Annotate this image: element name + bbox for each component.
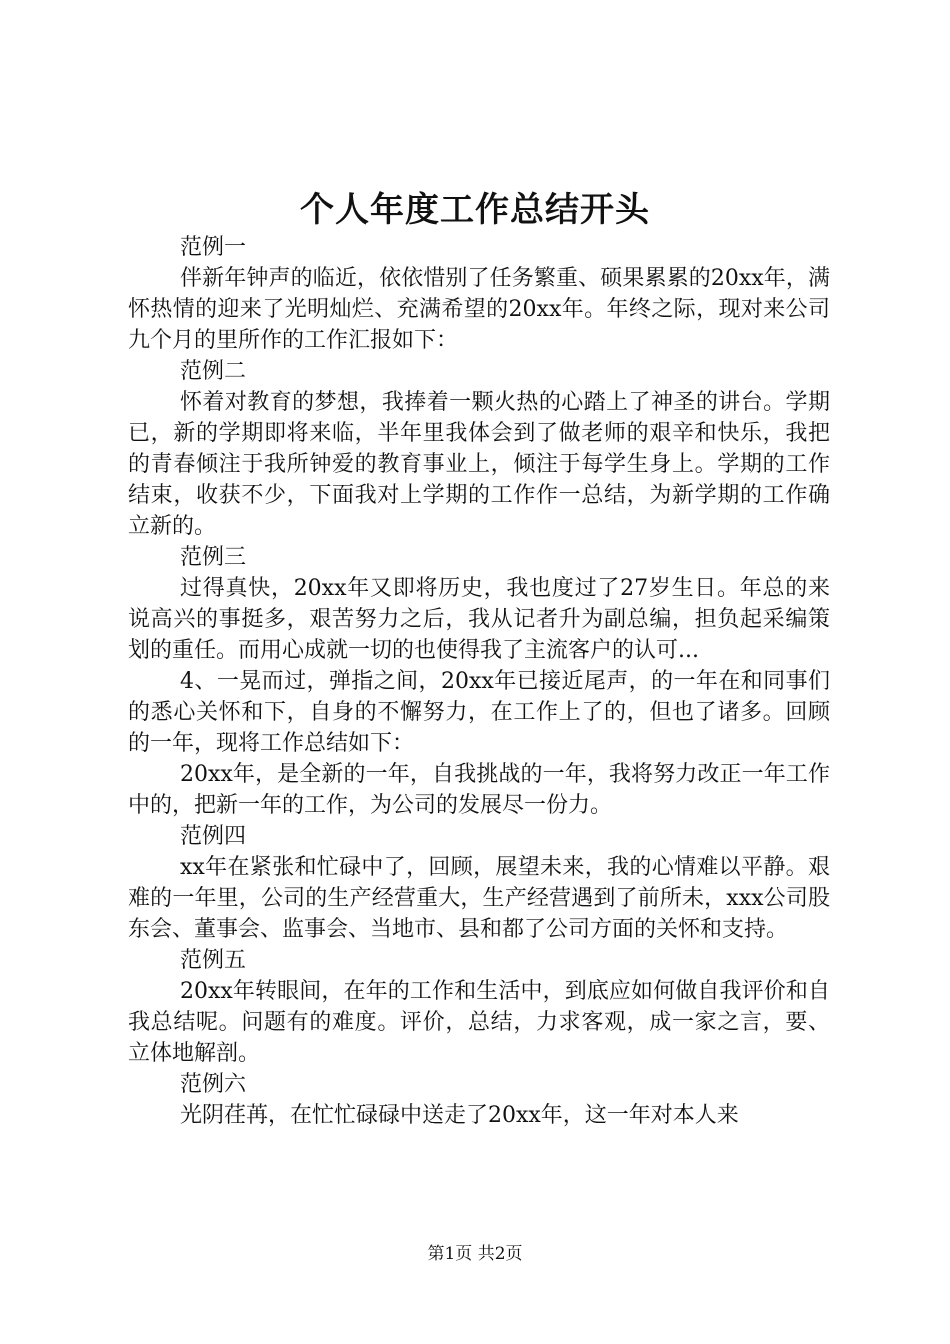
paragraph: 怀着对教育的梦想，我捧着一颗火热的心踏上了神圣的讲台。学期已，新的学期即将来临，半年里我体会到了做老师的艰辛和快乐，我把的青春倾注于我所钟爱的教育事业上，倾注于每学生身上。学期的工作结束，收获不少，下面我对上学期的工作作一总结，为新学期的工作确立新的。 xyxy=(128,390,830,539)
paragraph: 范例四 xyxy=(180,824,247,849)
page-footer: 第1页 共2页 xyxy=(427,1244,523,1264)
paragraph: 20xx年转眼间，在年的工作和生活中，到底应如何做自我评价和自我总结呢。问题有的难度。评价，总结，力求客观，成一家之言，要、立体地解剖。 xyxy=(128,979,830,1066)
paragraph: 范例一 xyxy=(180,235,247,260)
paragraph: 过得真快，20xx年又即将历史，我也度过了27岁生日。年总的来说高兴的事挺多，艰苦努力之后，我从记者升为副总编，担负起采编策划的重任。而用心成就一切的也使得我了主流客户的认可... xyxy=(128,576,830,663)
paragraph: xx年在紧张和忙碌中了，回顾，展望未来，我的心情难以平静。艰难的一年里，公司的生产经营重大，生产经营遇到了前所未，xxx公司股东会、董事会、监事会、当地市、县和都了公司方面的关怀和支持。 xyxy=(128,855,830,942)
paragraph: 伴新年钟声的临近，依依惜别了任务繁重、硕果累累的20xx年，满怀热情的迎来了光明灿烂、充满希望的20xx年。年终之际，现对来公司九个月的里所作的工作汇报如下： xyxy=(128,266,830,353)
paragraph: 4、一晃而过，弹指之间，20xx年已接近尾声，的一年在和同事们的悉心关怀和下，自身的不懈努力，在工作上了的，但也了诸多。回顾的一年，现将工作总结如下： xyxy=(128,669,830,756)
document-body xyxy=(128,232,830,1131)
document-title: 个人年度工作总结开头 xyxy=(300,190,650,230)
paragraph: 范例六 xyxy=(180,1072,247,1097)
paragraph: 范例三 xyxy=(180,545,247,570)
paragraph: 20xx年，是全新的一年，自我挑战的一年，我将努力改正一年工作中的，把新一年的工作，为公司的发展尽一份力。 xyxy=(128,762,830,818)
paragraph: 范例五 xyxy=(180,948,247,973)
paragraph: 范例二 xyxy=(180,359,247,384)
paragraph: 光阴荏苒，在忙忙碌碌中送走了20xx年，这一年对本人来 xyxy=(180,1103,739,1128)
